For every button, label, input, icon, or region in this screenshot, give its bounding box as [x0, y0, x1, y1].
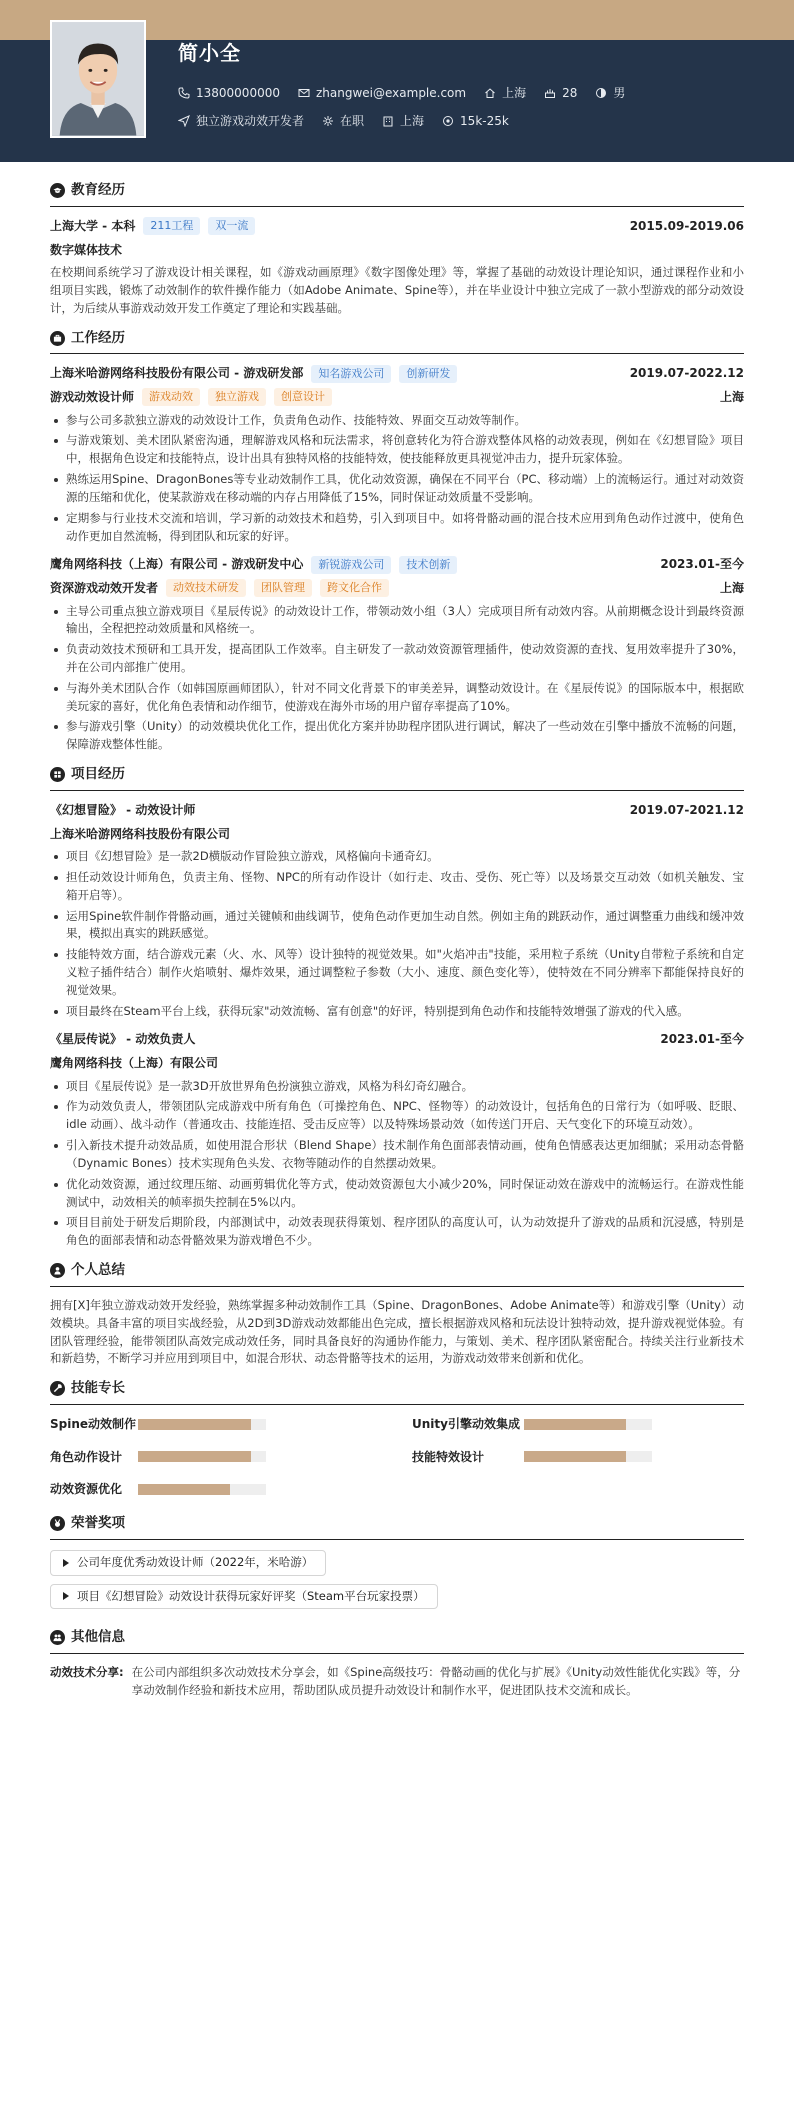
skills-section	[50, 1378, 744, 1499]
skill-fill	[524, 1451, 626, 1462]
building-icon	[382, 115, 394, 127]
city-item	[484, 84, 526, 103]
play-triangle-icon	[63, 1592, 69, 1600]
school-tag: 双一流	[208, 217, 255, 235]
company-tag: 新锐游戏公司	[311, 556, 391, 574]
resume-content	[0, 162, 794, 1700]
summary-text: 拥有[X]年独立游戏动效开发经验，熟练掌握多种动效制作工具（Spine、DragonBones、Adobe Animate等）和游戏引擎（Unity）动效模块。具备丰富的项目实战经验，从2D到3D游戏动效都能出色完成，擅长根据游戏风格和玩法设计独特动效，提升游戏视觉体验。有团队管理经验，能带领团队高效完成动效任务，同时具备良好的沟通协作能力，与策划、美术、程序团队紧密配合。持续关注行业新技术和新趋势，不断学习并应用到项目中，如混合形状、动态骨骼等技术的运用，为游戏动效带来创新和优化。	[50, 1297, 744, 1366]
list-item: 作为动效负责人，带领团队完成游戏中所有角色（可操控角色、NPC、怪物等）的动效设计，包括角色的日常行为（如呼吸、眨眼、idle 动画）、战斗动作（普通攻击、技能连招、受击反应等）以及特殊场景动效（如传送门开启、天气变化下的环境互动效）。	[50, 1098, 744, 1134]
skill-fill	[138, 1451, 251, 1462]
role-tag: 游戏动效	[142, 388, 200, 406]
skill-item	[50, 1448, 382, 1467]
email-text: zhangwei@example.com	[315, 86, 467, 100]
awards-title: 荣誉奖项	[50, 1513, 744, 1540]
skill-name: 动效资源优化	[50, 1482, 123, 1497]
projects-section	[50, 764, 744, 1250]
project-name: 《星辰传说》 - 动效负责人	[50, 1032, 196, 1047]
skill-fill	[138, 1484, 230, 1495]
education-desc: 在校期间系统学习了游戏设计相关课程，如《游戏动画原理》《数字图像处理》等，掌握了基础的动效设计理论知识，通过课程作业和小组项目实践，锻炼了动效制作的软件操作能力（如Adobe Animate、Spine等），并在毕业设计中独立完成了一款小型游戏的部分动效设计，为后续从事游戏动效开发工作奠定了理论和实践基础。	[50, 265, 744, 315]
job-row	[50, 555, 744, 574]
location-text: 上海	[400, 114, 425, 128]
project-name: 《幻想冒险》 - 动效设计师	[50, 802, 196, 817]
education-title: 教育经历	[50, 180, 744, 207]
skill-bar	[138, 1484, 266, 1495]
list-item: 运用Spine软件制作骨骼动画，通过关键帧和曲线调节，使角色动作更加生动自然。例如主角的跳跃动作，通过调整重力曲线和缓冲效果，模拟出真实的跳跃感觉。	[50, 908, 744, 944]
role-name: 资深游戏动效开发者	[50, 580, 159, 595]
other-text: 在公司内部组织多次动效技术分享会，如《Spine高级技巧：骨骼动画的优化与扩展》《Unity动效性能优化实践》等，分享动效制作经验和新技术应用，帮助团队成员提升动效设计和制作水平，促进团队技术交流和成长。	[131, 1665, 741, 1698]
other-row	[50, 1664, 744, 1700]
skill-name: 角色动作设计	[50, 1449, 123, 1464]
project-row	[50, 1030, 744, 1049]
projects-title: 项目经历	[50, 764, 744, 791]
project-row	[50, 801, 744, 820]
medal-icon	[50, 1516, 65, 1531]
gender-icon	[595, 87, 607, 99]
job-bullets	[50, 603, 744, 755]
awards-list	[50, 1550, 744, 1618]
project-bullets	[50, 1078, 744, 1250]
job-city: 上海	[719, 580, 744, 595]
profile-photo	[50, 20, 146, 138]
list-item: 主导公司重点独立游戏项目《星辰传说》的动效设计工作，带领动效小组（3人）完成项目所有动效内容。从前期概念设计到最终资源输出，全程把控动效质量和风格统一。	[50, 603, 744, 639]
people-icon	[50, 1630, 65, 1645]
play-triangle-icon	[63, 1559, 69, 1567]
other-label: 动效技术分享:	[50, 1665, 124, 1680]
award-item: 项目《幻想冒险》动效设计获得玩家好评奖（Steam平台玩家投票）	[50, 1584, 438, 1610]
home-icon	[484, 87, 496, 99]
contact-row	[178, 84, 625, 103]
skill-name: Spine动效制作	[50, 1417, 137, 1432]
person-icon	[50, 1263, 65, 1278]
email-item	[298, 84, 466, 103]
skills-title: 技能专长	[50, 1378, 744, 1405]
skill-bar	[138, 1451, 266, 1462]
summary-title: 个人总结	[50, 1260, 744, 1287]
work-section	[50, 328, 744, 754]
coin-icon	[442, 115, 454, 127]
skill-fill	[524, 1419, 626, 1430]
job-bullets	[50, 412, 744, 546]
skills-grid	[50, 1415, 744, 1499]
company-tag: 技术创新	[399, 556, 457, 574]
phone-text: 13800000000	[196, 86, 280, 100]
company-tag: 知名游戏公司	[311, 365, 391, 383]
list-item: 优化动效资源，通过纹理压缩、动画剪辑优化等方式，使动效资源包大小减少20%，同时保证动效在游戏中的流畅运行。在游戏性能测试中，动效相关的帧率损失控制在5%以内。	[50, 1176, 744, 1212]
work-title: 工作经历	[50, 328, 744, 355]
skill-item	[412, 1448, 744, 1467]
role-tag: 创意设计	[274, 388, 332, 406]
list-item: 定期参与行业技术交流和培训，学习新的动效技术和趋势，引入到项目中。如将骨骼动画的混合技术应用到角色动作过渡中，使角色动作更加自然流畅，得到团队和玩家的好评。	[50, 510, 744, 546]
job-intent-row	[178, 112, 509, 131]
role-tag: 动效技术研发	[166, 579, 246, 597]
gender-item	[595, 84, 625, 103]
list-item: 项目目前处于研发后期阶段，内部测试中，动效表现获得策划、程序团队的高度认可，认为动效提升了游戏的品质和沉浸感，特别是角色的面部表情和动态骨骼效果为游戏增色不少。	[50, 1214, 744, 1250]
age-text: 28	[562, 86, 578, 100]
list-item: 与游戏策划、美术团队紧密沟通，理解游戏风格和玩法需求，将创意转化为符合游戏整体风格的动效表现，例如在《幻想冒险》项目中，根据角色设定和技能特点，设计出具有独特风格的技能特效，使技能释放更具视觉冲击力，提升玩家体验。	[50, 432, 744, 468]
resume-header	[0, 40, 794, 162]
job-target-item	[178, 112, 304, 131]
gear-icon	[322, 115, 334, 127]
role-tag: 跨文化合作	[320, 579, 389, 597]
status-text: 在职	[340, 114, 365, 128]
list-item: 参与游戏引擎（Unity）的动效模块优化工作，提出优化方案并协助程序团队进行调试，解决了一些动效在引擎中播放不流畅的问题，保障游戏整体性能。	[50, 718, 744, 754]
gender-text: 男	[613, 86, 626, 100]
location-item	[382, 112, 424, 131]
skill-item	[50, 1415, 382, 1434]
school-tag: 211工程	[143, 217, 200, 235]
project-bullets	[50, 848, 744, 1020]
skill-item	[50, 1480, 382, 1499]
job-period: 2023.01-至今	[660, 557, 744, 572]
graduation-cap-icon	[50, 183, 65, 198]
job-target-text: 独立游戏动效开发者	[196, 114, 305, 128]
skill-name: 技能特效设计	[412, 1449, 485, 1464]
major-name: 数字媒体技术	[50, 242, 123, 257]
cake-icon	[544, 87, 556, 99]
grid-icon	[50, 767, 65, 782]
company-name: 上海米哈游网络科技股份有限公司 - 游戏研发部	[50, 366, 304, 381]
education-period: 2015.09-2019.06	[629, 218, 744, 233]
company-name: 鹰角网络科技（上海）有限公司 - 游戏研发中心	[50, 557, 304, 572]
skill-name: Unity引擎动效集成	[412, 1417, 520, 1432]
other-section	[50, 1627, 744, 1700]
skill-fill	[138, 1419, 251, 1430]
role-row	[50, 388, 744, 407]
project-period: 2023.01-至今	[660, 1032, 744, 1047]
list-item: 项目最终在Steam平台上线，获得玩家"动效流畅、富有创意"的好评，特别提到角色动作和技能特效增强了游戏的代入感。	[50, 1003, 744, 1021]
candidate-name: 简小全	[178, 41, 241, 65]
role-name: 游戏动效设计师	[50, 390, 135, 405]
summary-section	[50, 1260, 744, 1368]
wrench-icon	[50, 1381, 65, 1396]
send-icon	[178, 115, 190, 127]
company-tag: 创新研发	[399, 365, 457, 383]
education-section	[50, 180, 744, 318]
phone-item	[178, 84, 280, 103]
avatar-illustration	[52, 22, 144, 136]
list-item: 项目《星辰传说》是一款3D开放世界角色扮演独立游戏，风格为科幻奇幻融合。	[50, 1078, 744, 1096]
job-row	[50, 364, 744, 383]
education-row	[50, 217, 744, 236]
job-city: 上海	[719, 390, 744, 405]
list-item: 引入新技术提升动效品质，如使用混合形状（Blend Shape）技术制作角色面部表情动画，使角色情感表达更加细腻；采用动态骨骼（Dynamic Bones）技术实现角色头发、衣物等随动作的自然摆动效果。	[50, 1137, 744, 1173]
job-period: 2019.07-2022.12	[629, 366, 744, 381]
role-row	[50, 579, 744, 598]
city-text: 上海	[502, 86, 527, 100]
list-item: 担任动效设计师角色，负责主角、怪物、NPC的所有动作设计（如行走、攻击、受伤、死亡等）以及场景交互动效（如机关触发、宝箱开启等）。	[50, 869, 744, 905]
list-item: 参与公司多款独立游戏的动效设计工作，负责角色动作、技能特效、界面交互动效等制作。	[50, 412, 744, 430]
list-item: 熟练运用Spine、DragonBones等专业动效制作工具，优化动效资源，确保在不同平台（PC、移动端）上的流畅运行。通过对动效资源的压缩和优化，使某款游戏在移动端的内存占用降低了15%，同时保证动效质量不受影响。	[50, 471, 744, 507]
award-item: 公司年度优秀动效设计师（2022年，米哈游）	[50, 1550, 326, 1576]
phone-icon	[178, 87, 190, 99]
list-item: 项目《幻想冒险》是一款2D横版动作冒险独立游戏，风格偏向卡通奇幻。	[50, 848, 744, 866]
list-item: 负责动效技术预研和工具开发，提高团队工作效率。自主研发了一款动效资源管理插件，使动效资源的查找、复用效率提升了30%，并在公司内部推广使用。	[50, 641, 744, 677]
list-item: 与海外美术团队合作（如韩国原画师团队），针对不同文化背景下的审美差异，调整动效设计。在《星辰传说》的国际版本中，根据欧美玩家的喜好，优化角色表情和动作细节，使游戏在海外市场的用户留存率提高了10%。	[50, 680, 744, 716]
skill-bar	[524, 1419, 652, 1430]
school-name: 上海大学 - 本科	[50, 218, 136, 233]
list-item: 技能特效方面，结合游戏元素（火、水、风等）设计独特的视觉效果。如"火焰冲击"技能，采用粒子系统（Unity自带粒子系统和自定义粒子插件结合）制作火焰喷射、爆炸效果，通过调整粒子参数（大小、速度、颜色变化等），使特效在不同分辨率下都能保持良好的视觉效果。	[50, 946, 744, 999]
skill-bar	[138, 1419, 266, 1430]
project-company: 上海米哈游网络科技股份有限公司	[50, 826, 231, 841]
briefcase-icon	[50, 331, 65, 346]
role-tag: 团队管理	[254, 579, 312, 597]
age-item	[544, 84, 577, 103]
status-item	[322, 112, 364, 131]
salary-item	[442, 112, 509, 131]
skill-bar	[524, 1451, 652, 1462]
salary-text: 15k-25k	[460, 114, 509, 128]
role-tag: 独立游戏	[208, 388, 266, 406]
other-title: 其他信息	[50, 1627, 744, 1654]
mail-icon	[298, 87, 310, 99]
skill-item	[412, 1415, 744, 1434]
awards-section	[50, 1513, 744, 1618]
project-company: 鹰角网络科技（上海）有限公司	[50, 1056, 219, 1071]
project-period: 2019.07-2021.12	[629, 802, 744, 817]
